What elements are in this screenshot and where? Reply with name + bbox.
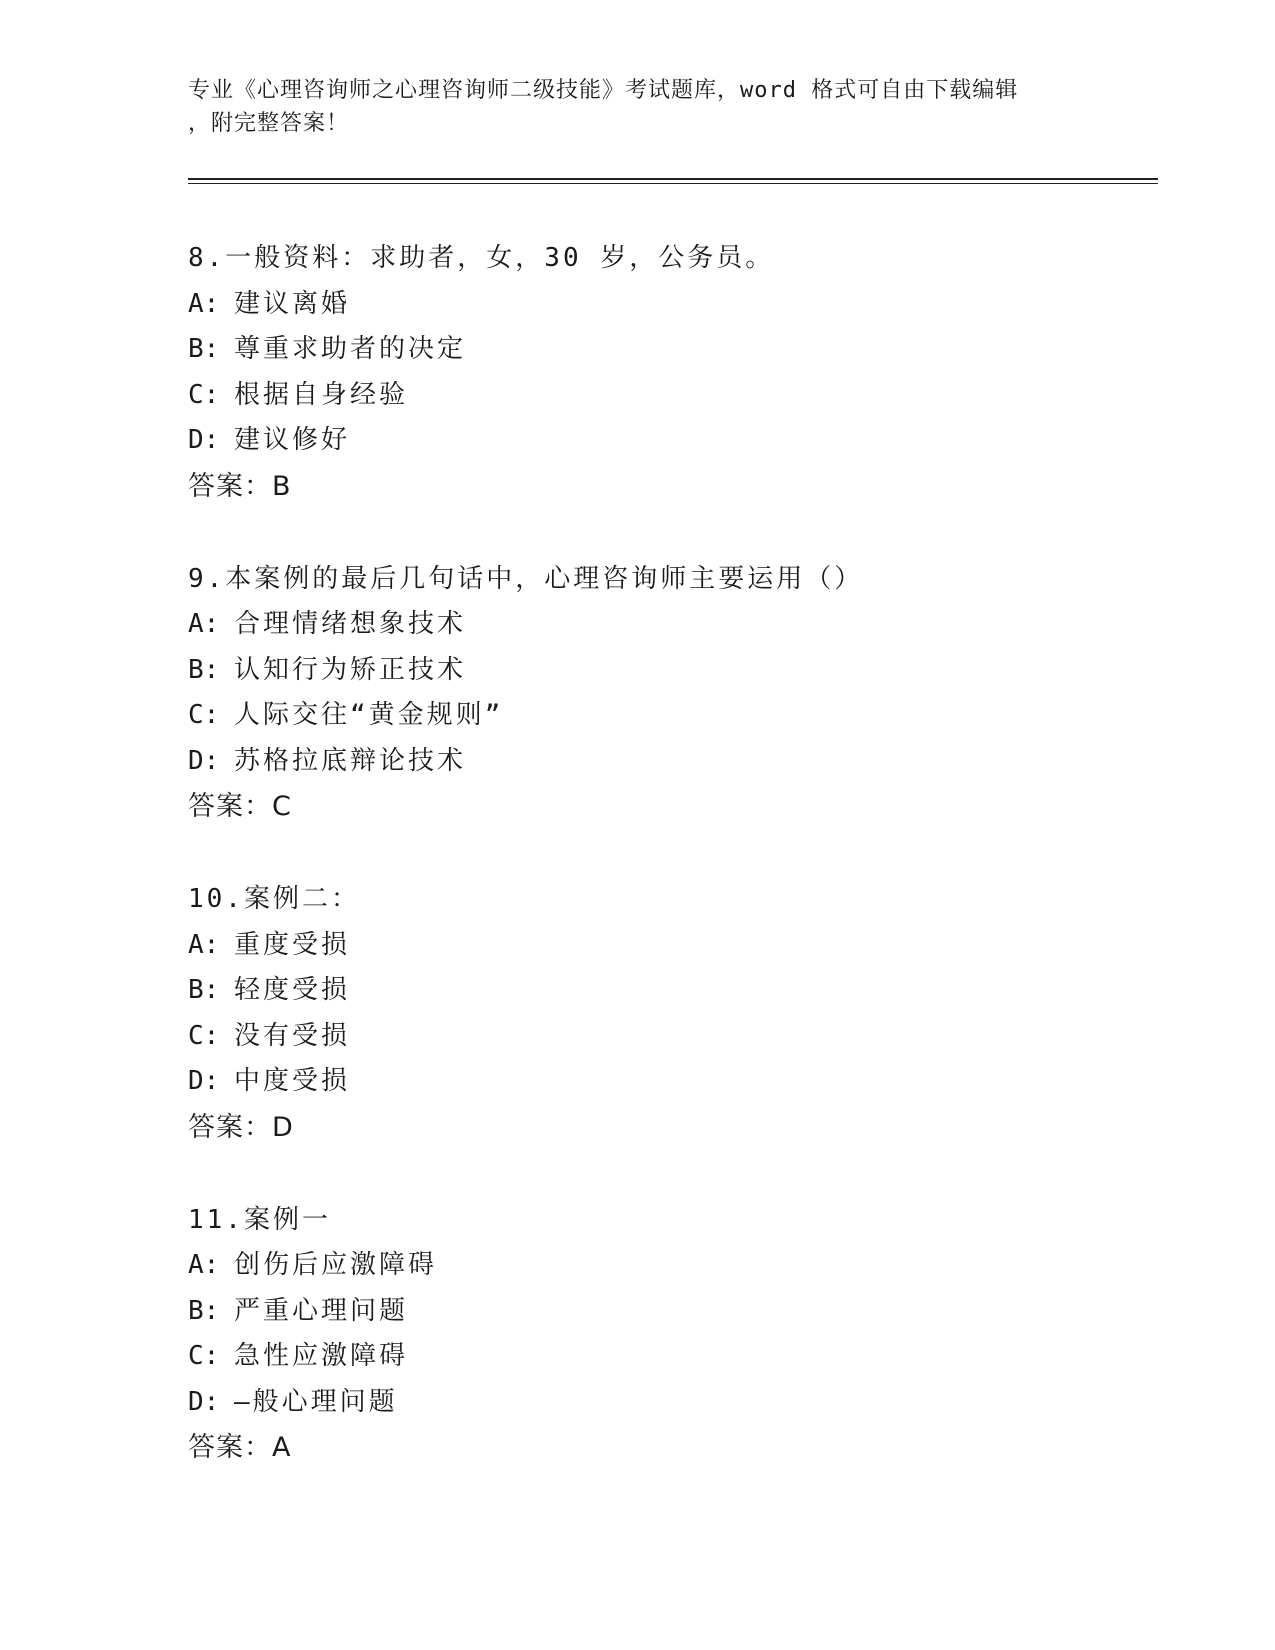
option-key: A: <box>188 609 220 639</box>
answer-line: 答案：B <box>188 470 292 502</box>
option-key: D: <box>188 1066 220 1096</box>
option-key: B: <box>188 654 220 685</box>
option-b <box>188 968 1138 1014</box>
option-a <box>188 923 1138 969</box>
answer-line: 答案：D <box>188 1111 294 1143</box>
option-text: 没有受损 <box>234 1020 351 1051</box>
question-list <box>188 236 1138 1518</box>
option-c <box>188 373 1138 419</box>
document-header <box>188 74 1088 140</box>
option-d <box>188 739 1138 785</box>
option-text: 创伤后应激障碍 <box>234 1250 438 1280</box>
option-key: B: <box>188 1295 220 1326</box>
option-key: B: <box>188 975 220 1005</box>
option-text: 苏格拉底辩论技术 <box>234 745 467 776</box>
option-key: C: <box>188 1341 220 1371</box>
answer-line: 答案：C <box>188 791 292 822</box>
question-stem: 8.一般资料：求助者，女，30 岁，公务员。 <box>188 243 775 273</box>
header-divider-top <box>188 178 1158 180</box>
option-key: A: <box>188 1250 220 1280</box>
option-d <box>188 1380 1138 1426</box>
option-key: C: <box>188 379 220 410</box>
question-stem: 11.案例一 <box>188 1204 331 1235</box>
option-c <box>188 1014 1138 1060</box>
option-c <box>188 693 1138 739</box>
option-key: B: <box>188 334 220 364</box>
question-11 <box>188 1198 1138 1472</box>
option-text: 中度受损 <box>234 1066 351 1096</box>
option-d <box>188 418 1138 464</box>
option-text: 人际交往“黄金规则” <box>234 700 504 730</box>
question-stem: 10.案例二： <box>188 884 360 914</box>
option-d <box>188 1059 1138 1105</box>
header-line-2: ，附完整答案！ <box>188 111 350 136</box>
option-text: 建议修好 <box>234 425 351 455</box>
header-line-1: 专业《心理咨询师之心理咨询师二级技能》考试题库，word 格式可自由下载编辑 <box>188 78 1019 103</box>
option-text: 严重心理问题 <box>234 1295 409 1326</box>
option-key: A: <box>188 929 220 960</box>
option-text: 根据自身经验 <box>234 379 409 410</box>
question-8 <box>188 236 1138 510</box>
option-a <box>188 602 1138 648</box>
option-text: 建议离婚 <box>234 288 351 319</box>
option-key: D: <box>188 1386 220 1417</box>
answer-line: 答案：A <box>188 1432 292 1463</box>
option-c <box>188 1334 1138 1380</box>
option-b <box>188 1289 1138 1335</box>
option-a <box>188 282 1138 328</box>
option-key: A: <box>188 288 220 319</box>
question-10 <box>188 877 1138 1151</box>
option-text: 重度受损 <box>234 929 351 960</box>
option-key: C: <box>188 700 220 730</box>
option-b <box>188 648 1138 694</box>
option-text: 合理情绪想象技术 <box>234 609 467 639</box>
option-text: 尊重求助者的决定 <box>234 334 467 364</box>
option-text: 急性应激障碍 <box>234 1341 409 1371</box>
option-a <box>188 1243 1138 1289</box>
option-key: D: <box>188 425 220 455</box>
option-key: C: <box>188 1020 220 1051</box>
header-divider-bottom <box>188 183 1158 184</box>
question-stem: 9.本案例的最后几句话中，心理咨询师主要运用（） <box>188 563 864 594</box>
option-text: 轻度受损 <box>234 975 351 1005</box>
question-9 <box>188 557 1138 831</box>
option-text: 认知行为矫正技术 <box>234 654 467 685</box>
option-key: D: <box>188 745 220 776</box>
option-b <box>188 327 1138 373</box>
option-text: —般心理问题 <box>234 1386 398 1417</box>
